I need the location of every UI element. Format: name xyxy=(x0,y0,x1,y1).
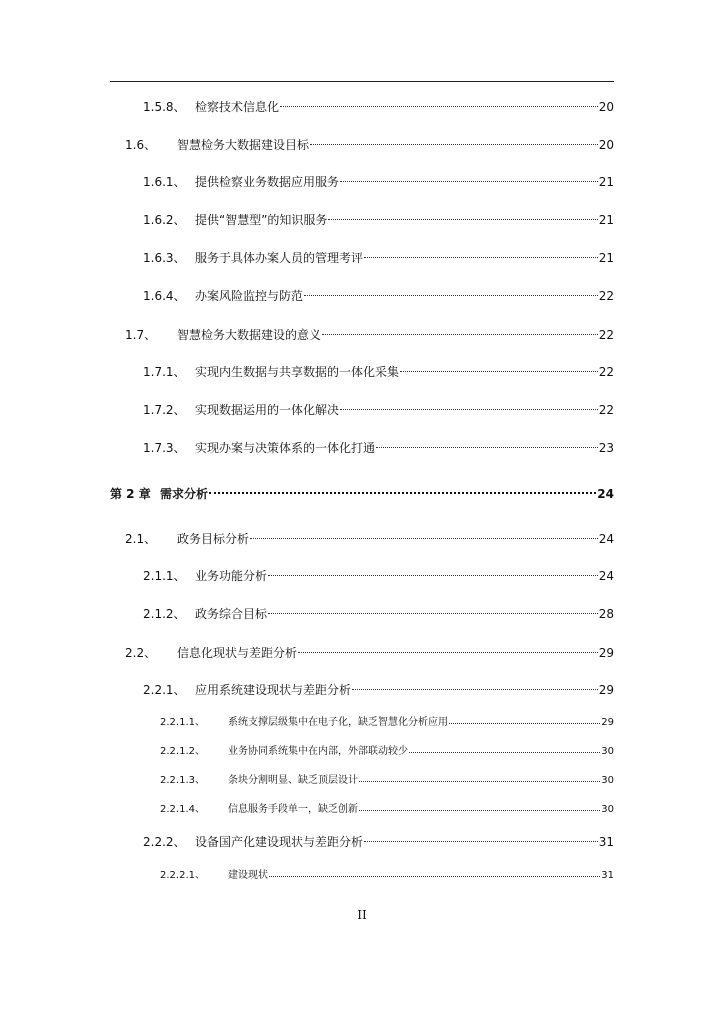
toc-entry-title: 需求分析 xyxy=(160,487,209,501)
toc-entry-1-6-2[interactable] xyxy=(143,211,614,229)
toc-entry-2-1-1[interactable] xyxy=(143,567,614,585)
toc-entry-title: 设备国产化建设现状与差距分析 xyxy=(195,835,364,849)
dot-leader xyxy=(359,780,600,782)
toc-entry-title: 实现办案与决策体系的一体化打通 xyxy=(195,441,376,455)
dot-leader xyxy=(400,370,598,372)
toc-entry-page: 30 xyxy=(601,746,614,757)
dot-leader xyxy=(250,537,598,539)
toc-entry-number: 2.2.2、 xyxy=(143,835,186,849)
toc-entry-1-5-8[interactable] xyxy=(143,98,614,116)
toc-entry-1-7-2[interactable] xyxy=(143,401,614,419)
toc-entry-2-2[interactable] xyxy=(125,644,614,662)
dot-leader xyxy=(359,809,600,811)
toc-entry-1-7[interactable] xyxy=(125,326,614,344)
toc-entry-title: 业务功能分析 xyxy=(195,569,268,583)
toc-entry-number: 2.1、 xyxy=(125,532,157,546)
dot-leader xyxy=(209,491,596,494)
toc-entry-page: 22 xyxy=(598,328,614,342)
toc-entry-1-6-4[interactable] xyxy=(143,287,614,305)
dot-leader xyxy=(298,651,598,653)
toc-entry-2-2-1-3[interactable] xyxy=(160,772,614,790)
toc-entry-number: 1.6、 xyxy=(125,138,157,152)
toc-entry-chapter-2[interactable] xyxy=(110,485,614,503)
toc-entry-number: 2.2.1.4、 xyxy=(160,804,205,815)
toc-entry-page: 24 xyxy=(598,569,614,583)
toc-entry-number: 1.7.1、 xyxy=(143,365,186,379)
toc-entry-title: 实现数据运用的一体化解决 xyxy=(195,403,340,417)
toc-entry-title: 信息服务手段单一，缺乏创新 xyxy=(228,804,358,815)
toc-entry-2-2-1-2[interactable] xyxy=(160,743,614,761)
toc-entry-number: 1.7.3、 xyxy=(143,441,186,455)
toc-entry-page: 24 xyxy=(597,487,614,501)
toc-entry-title: 智慧检务大数据建设的意义 xyxy=(177,328,322,342)
toc-entry-1-6-3[interactable] xyxy=(143,249,614,267)
toc-entry-page: 22 xyxy=(598,365,614,379)
toc-entry-number: 1.7.2、 xyxy=(143,403,186,417)
toc-entry-page: 30 xyxy=(601,804,614,815)
toc-entry-title: 实现内生数据与共享数据的一体化采集 xyxy=(195,365,400,379)
toc-entry-title: 服务于具体办案人员的管理考评 xyxy=(195,251,364,265)
toc-entry-number: 2.2.2.1、 xyxy=(160,870,205,881)
toc-entry-2-2-1-1[interactable] xyxy=(160,714,614,732)
toc-entry-page: 31 xyxy=(601,870,614,881)
toc-entry-number: 2.2.1、 xyxy=(143,683,186,697)
dot-leader xyxy=(310,143,598,145)
toc-entry-page: 23 xyxy=(598,441,614,455)
toc-entry-1-6-1[interactable] xyxy=(143,173,614,191)
toc-entry-page: 21 xyxy=(598,251,614,265)
dot-leader xyxy=(376,446,598,448)
toc-entry-number: 1.5.8、 xyxy=(143,100,186,114)
dot-leader xyxy=(328,218,597,220)
toc-entry-page: 31 xyxy=(598,835,614,849)
toc-entry-page: 29 xyxy=(598,683,614,697)
toc-entry-title: 提供“智慧型”的知识服务 xyxy=(195,213,328,227)
toc-entry-number: 2.2、 xyxy=(125,646,157,660)
toc-entry-page: 28 xyxy=(598,607,614,621)
toc-entry-title: 提供检察业务数据应用服务 xyxy=(195,175,340,189)
dot-leader xyxy=(352,688,598,690)
toc-entry-number: 1.6.2、 xyxy=(143,213,186,227)
toc-entry-number: 1.6.3、 xyxy=(143,251,186,265)
dot-leader xyxy=(304,294,598,296)
toc-entry-2-2-2-1[interactable] xyxy=(160,867,614,885)
toc-entry-title: 系统支撑层级集中在电子化，缺乏智慧化分析应用 xyxy=(228,717,448,728)
toc-entry-page: 24 xyxy=(598,532,614,546)
toc-entry-number: 1.6.1、 xyxy=(143,175,186,189)
toc-entry-number: 2.1.2、 xyxy=(143,607,186,621)
toc-entry-page: 22 xyxy=(598,403,614,417)
toc-entry-2-2-2[interactable] xyxy=(143,833,614,851)
toc-entry-page: 20 xyxy=(598,100,614,114)
toc-entry-number: 1.6.4、 xyxy=(143,289,186,303)
toc-entry-number: 2.2.1.2、 xyxy=(160,746,205,757)
toc-entry-1-7-3[interactable] xyxy=(143,439,614,457)
toc-entry-2-2-1-4[interactable] xyxy=(160,801,614,819)
toc-entry-number: 第 2 章 xyxy=(110,487,151,501)
toc-entry-2-1-2[interactable] xyxy=(143,605,614,623)
toc-entry-page: 21 xyxy=(598,213,614,227)
toc-entry-number: 1.7、 xyxy=(125,328,157,342)
dot-leader xyxy=(269,875,600,877)
toc-entry-2-2-1[interactable] xyxy=(143,681,614,699)
dot-leader xyxy=(268,574,598,576)
dot-leader xyxy=(280,105,598,107)
toc-entry-1-7-1[interactable] xyxy=(143,363,614,381)
toc-entry-title: 建设现状 xyxy=(228,870,268,881)
toc-entry-title: 应用系统建设现状与差距分析 xyxy=(195,683,352,697)
toc-entry-title: 信息化现状与差距分析 xyxy=(177,646,298,660)
toc-entry-number: 2.2.1.1、 xyxy=(160,717,205,728)
toc-entry-title: 条块分割明显、缺乏顶层设计 xyxy=(228,775,358,786)
toc-entry-title: 政务目标分析 xyxy=(177,532,250,546)
toc-entry-title: 检察技术信息化 xyxy=(195,100,280,114)
toc-entry-number: 2.1.1、 xyxy=(143,569,186,583)
dot-leader xyxy=(322,333,598,335)
toc-entry-page: 30 xyxy=(601,775,614,786)
dot-leader xyxy=(268,612,598,614)
toc-entry-page: 20 xyxy=(598,138,614,152)
toc-entry-page: 29 xyxy=(598,646,614,660)
toc-entry-page: 21 xyxy=(598,175,614,189)
dot-leader xyxy=(409,751,600,753)
toc-entry-page: 29 xyxy=(601,717,614,728)
toc-entry-page: 22 xyxy=(598,289,614,303)
page-number: II xyxy=(357,908,367,922)
toc-entry-title: 智慧检务大数据建设目标 xyxy=(177,138,310,152)
toc-entry-title: 业务协同系统集中在内部，外部联动较少 xyxy=(228,746,408,757)
toc-entry-2-1[interactable] xyxy=(125,530,614,548)
toc-entry-title: 政务综合目标 xyxy=(195,607,268,621)
dot-leader xyxy=(364,840,598,842)
toc-entry-title: 办案风险监控与防范 xyxy=(195,289,304,303)
dot-leader xyxy=(364,256,598,258)
dot-leader xyxy=(449,722,600,724)
dot-leader xyxy=(340,408,598,410)
dot-leader xyxy=(340,180,598,182)
toc-entry-number: 2.2.1.3、 xyxy=(160,775,205,786)
toc-entry-1-6[interactable] xyxy=(125,136,614,154)
